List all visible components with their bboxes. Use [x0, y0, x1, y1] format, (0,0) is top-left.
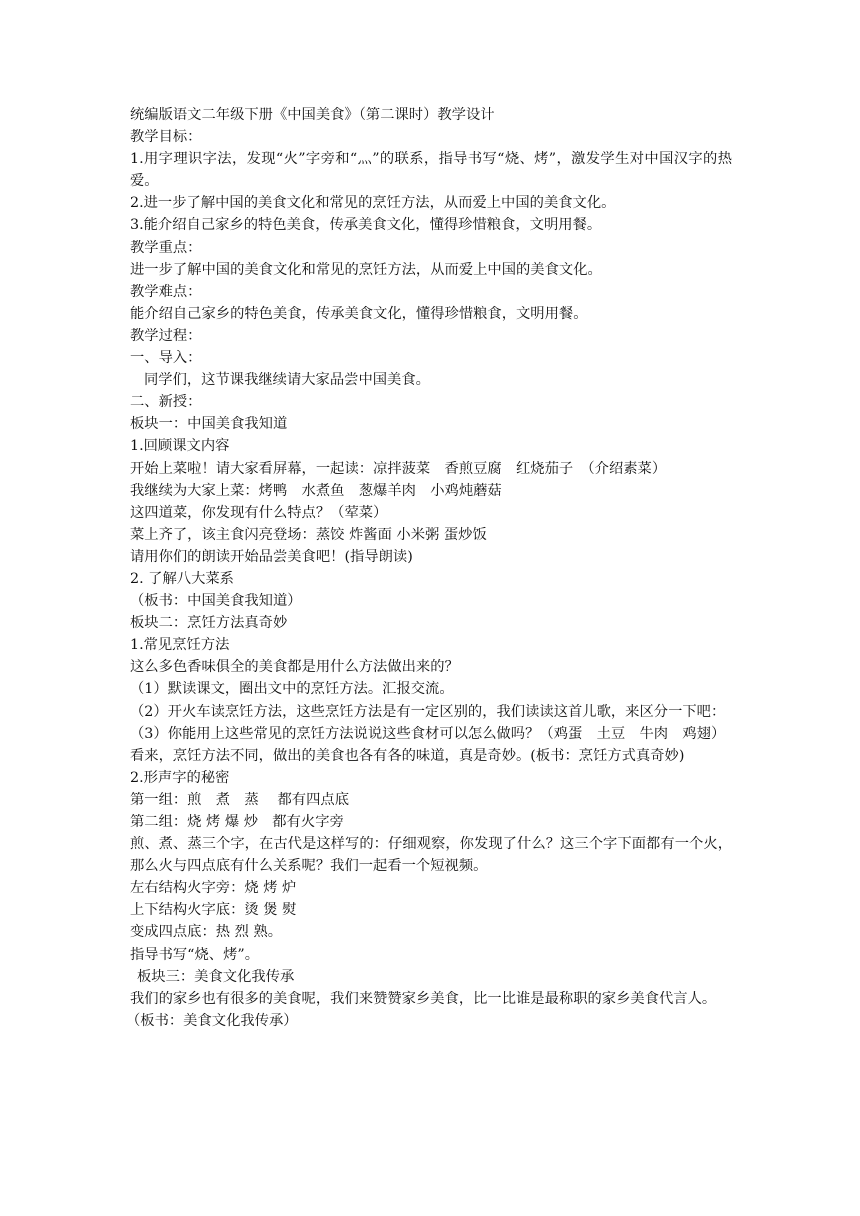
text-line: 开始上菜啦！请大家看屏幕，一起读：凉拌菠菜 香煎豆腐 红烧茄子 （介绍素菜） — [130, 460, 667, 477]
text-line: 统编版语文二年级下册《中国美食》（第二课时）教学设计 — [130, 107, 495, 123]
text-line: 能介绍自己家乡的特色美食，传承美食文化，懂得珍惜粮食，文明用餐。 — [130, 305, 588, 322]
text-line: 教学难点： — [130, 283, 202, 300]
text-line: （3）你能用上这些常见的烹饪方法说说这些食材可以怎么做吗？（鸡蛋 土豆 牛肉 鸡翅） — [130, 725, 726, 742]
text-line: 指导书写“烧、烤”。 — [130, 946, 259, 963]
text-line: 菜上齐了，该主食闪亮登场：蒸饺 炸酱面 小米粥 蛋炒饭 — [130, 526, 487, 543]
text-line: 这么多色香味俱全的美食都是用什么方法做出来的？ — [130, 659, 459, 676]
text-line: 我继续为大家上菜：烤鸭 水煮鱼 葱爆羊肉 小鸡炖蘑菇 — [130, 482, 502, 499]
text-line: 进一步了解中国的美食文化和常见的烹饪方法，从而爱上中国的美食文化。 — [130, 261, 602, 278]
text-line: 1.回顾课文内容 — [130, 438, 230, 455]
text-line: 煎、煮、蒸三个字，在古代是这样写的：仔细观察，你发现了什么？这三个字下面都有一个火，那么火与四点底有什么关系呢？我们一起看一个短视频。 — [130, 836, 732, 875]
text-line: 2.形声字的秘密 — [130, 769, 230, 786]
text-line: 二、新授： — [130, 394, 202, 411]
text-line: 一、导入： — [130, 350, 202, 367]
text-line: 上下结构火字底：烫 煲 熨 — [130, 902, 297, 919]
text-line: 1.常见烹饪方法 — [130, 637, 230, 654]
text-line: 教学过程： — [130, 327, 202, 344]
text-line: 2. 了解八大菜系 — [130, 570, 234, 587]
text-line: 左右结构火字旁：烧 烤 炉 — [130, 880, 297, 897]
text-line: 教学目标： — [130, 129, 202, 146]
text-line: 板块一：中国美食我知道 — [130, 416, 288, 433]
text-line: 2.进一步了解中国的美食文化和常见的烹饪方法，从而爱上中国的美食文化。 — [130, 195, 616, 212]
text-line: 请用你们的朗读开始品尝美食吧！(指导朗读) — [130, 548, 413, 565]
text-line: 3.能介绍自己家乡的特色美食，传承美食文化，懂得珍惜粮食，文明用餐。 — [130, 217, 602, 234]
text-line: 第二组：烧 烤 爆 炒 都有火字旁 — [130, 814, 344, 830]
text-line: 看来，烹饪方法不同，做出的美食也各有各的味道，真是奇妙。(板书：烹饪方式真奇妙) — [130, 747, 685, 764]
text-line: 板块二：烹饪方法真奇妙 — [130, 615, 288, 632]
text-line: 我们的家乡也有很多的美食呢，我们来赞赞家乡美食，比一比谁是最称职的家乡美食代言人。 — [130, 990, 717, 1007]
text-line: 变成四点底：热 烈 熟。 — [130, 924, 283, 941]
text-line: （2）开火车读烹饪方法，这些烹饪方法是有一定区别的，我们读读这首儿歌，来区分一下吧： — [130, 703, 726, 720]
text-line: 教学重点： — [130, 239, 202, 256]
text-line: （板书：中国美食我知道） — [130, 593, 302, 610]
text-line: 第一组：煎 煮 蒸 都有四点底 — [130, 791, 349, 808]
text-line: （板书：美食文化我传承） — [126, 1012, 298, 1029]
text-line: 这四道菜，你发现有什么特点？（荤菜） — [130, 504, 388, 521]
text-line: 1.用字理识字法，发现“火”字旁和“灬”的联系，指导书写“烧、烤”，激发学生对中国汉字的热爱。 — [130, 151, 732, 190]
text-line: 板块三：美食文化我传承 — [137, 968, 295, 985]
document-page — [126, 104, 732, 1032]
text-line: （1）默读课文，圈出文中的烹饪方法。汇报交流。 — [130, 681, 454, 698]
text-line: 同学们，这节课我继续请大家品尝中国美食。 — [144, 372, 430, 389]
